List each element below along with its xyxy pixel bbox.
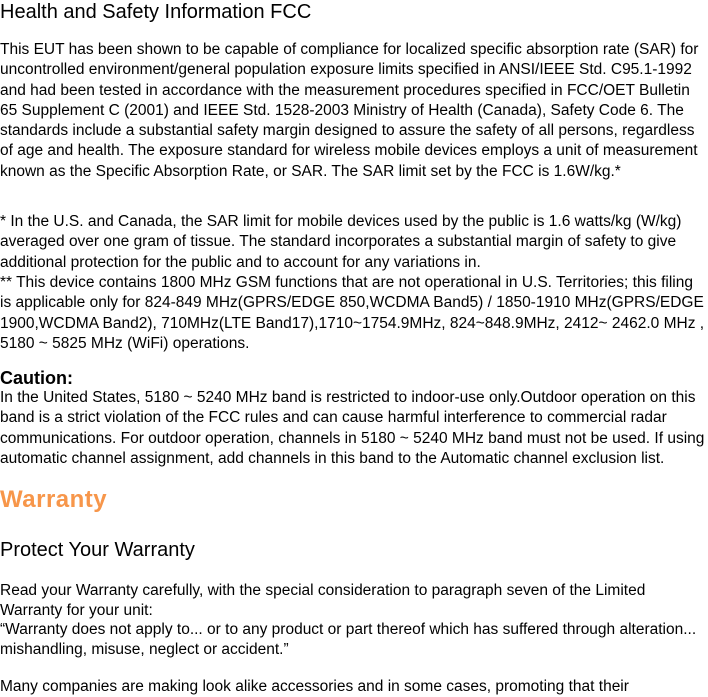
warranty-read-paragraph: Read your Warranty carefully, with the special consideration to paragraph seven of the Limited Warranty for your unit: <box>0 582 646 620</box>
sar-footnote-paragraph: * In the U.S. and Canada, the SAR limit for mobile devices used by the public is 1.6 watts/kg (W/kg) averaged over one gram of tissue. The standard incorporates a substantial margin of safety to give additional protection for the public and to account for any variations in. <box>0 213 682 271</box>
fcc-sar-paragraph: This EUT has been shown to be capable of compliance for localized specific absorption rate (SAR) for uncontrolled environment/general population exposure limits specified in ANSI/IEEE Std. C95.1-1992 and had been tested in accordance with the measurement procedures specified in FCC/OET Bulletin 65 Supplement C (2001) and IEEE Std. 1528-2003 Ministry of Health (Canada), Safety Code 6. The standards include a substantial safety margin designed to assure the safety of all persons, regardless of age and health. The exposure standard for wireless mobile devices employs a unit of measurement known as the Specific Absorption Rate, or SAR. The SAR limit set by the FCC is 1.6W/kg.* <box>0 41 699 180</box>
warranty-quote-paragraph: “Warranty does not apply to... or to any product or part thereof which has suffered through alteration... mishandling, misuse, neglect or accident.” <box>0 621 697 659</box>
caution-paragraph: In the United States, 5180 ~ 5240 MHz band is restricted to indoor-use only.Outdoor operation on this band is a strict violation of the FCC rules and can cause harmful interference to commercial radar communications. For outdoor operation, channels in 5180 ~ 5240 MHz band must not be used. If using automatic channel assignment, add channels in this band to the Automatic channel exclusion list. <box>0 389 705 467</box>
caution-heading: Caution: <box>0 368 73 388</box>
fcc-section-title: Health and Safety Information FCC <box>0 1 312 23</box>
protect-warranty-subtitle: Protect Your Warranty <box>0 539 195 561</box>
lookalike-accessories-paragraph: Many companies are making look alike accessories and in some cases, promoting that their <box>0 678 629 695</box>
gsm-footnote-paragraph: ** This device contains 1800 MHz GSM functions that are not operational in U.S. Territories; this filing is applicable only for 824-849 MHz(GPRS/EDGE 850,WCDMA Band5) / 1850-1910 MHz(GPRS/EDGE 1900,WCDMA Band2), 710MHz(LTE Band17),1710~1754.9MHz, 824~848.9MHz, 2412~ 2462.0 MHz , 5180 ~ 5825 MHz (WiFi) operations. <box>0 274 705 352</box>
warranty-heading: Warranty <box>0 486 108 513</box>
